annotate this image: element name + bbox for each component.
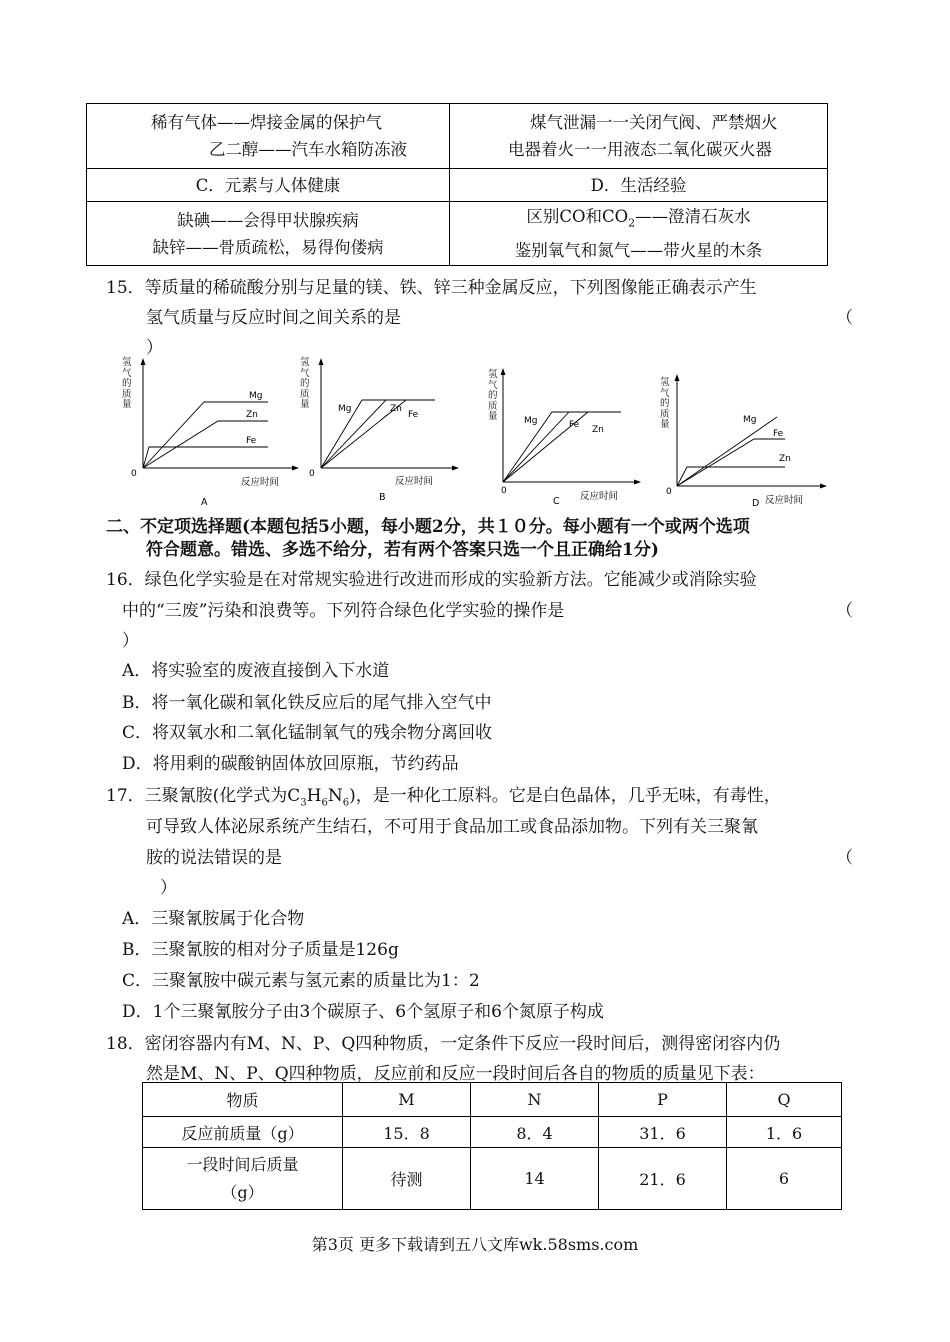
y-axis-char: 氢 [122,357,132,368]
graph-a [115,350,305,510]
graph-d-label: D [752,498,760,509]
y-axis-char: 量 [122,399,132,410]
q18-line2: 然是M、N、P、Q四种物质，反应前和反应一段时间后各自的物质的质量见下表： [146,1064,765,1084]
y-axis-char: 的 [122,378,132,389]
cell-text: 区别CO和CO [526,207,629,227]
zn-label: Zn [592,425,604,435]
q17-paren-close: ） [160,878,177,898]
q16-line1: 16．绿色化学实验是在对常规实验进行改进而形成的实验新方法。它能减少或消除实验 [106,570,757,590]
cell-line: 稀有气体——焊接金属的保护气 [151,113,382,132]
q17-line3: 胺的说法错误的是 [146,848,282,868]
q17-text: )，是一种化工原料。它是白色晶体，几乎无味，有毒性， [349,786,781,806]
graph-b-label: B [379,492,386,503]
cell-line: 缺锌——骨质疏松，易得佝偻病 [152,237,384,257]
table-header: P [599,1083,727,1117]
fe-label: Fe [408,410,419,420]
q17-option-c: C．三聚氰胺中碳元素与氢元素的质量比为1：2 [122,971,480,991]
cell-line: 一段时间后质量 [186,1154,299,1174]
table-header: 物质 [143,1083,343,1117]
q15-paren-open: （ [836,308,853,328]
fe-label: Fe [569,420,580,430]
y-axis-char: 的 [660,398,670,409]
graph-a-label: A [201,497,208,508]
table-header: M [343,1083,471,1117]
options-table [86,103,828,266]
origin-label: 0 [131,469,137,479]
table-header: Q [727,1083,842,1117]
y-axis-char: 量 [488,411,498,422]
q17-line1 [106,781,781,808]
q18-line1: 18．密闭容器内有M、N、P、Q四种物质，一定条件下反应一段时间后，测得密闭容内仍 [106,1034,781,1054]
mg-label: Mg [743,415,757,425]
table-cell: 待测 [343,1148,471,1210]
origin-label: 0 [666,487,672,497]
y-axis-char: 氢 [300,357,310,368]
formula-text: N [327,786,343,806]
fe-label: Fe [246,436,257,446]
section2-line1: 二、不定项选择题(本题包括5小题，每小题2分，共１０分。每小题有一个或两个选项 [106,517,750,537]
q17-option-b: B．三聚氰胺的相对分子质量是126g [122,940,399,960]
mg-label: Mg [338,404,352,414]
cell-text: ——澄清石灰水 [635,207,751,227]
subscript: 3 [300,797,307,809]
section2-line2: 符合题意。错选、多选不给分，若有两个答案只选一个且正确给1分) [146,540,659,560]
table-cell: 15．8 [343,1117,471,1148]
graph-d-y-label [660,378,671,431]
y-axis-char: 气 [660,387,670,399]
table-cell [87,202,450,266]
zn-label: Zn [779,454,791,464]
subscript: 2 [628,216,636,230]
q17-option-a: A．三聚氰胺属于化合物 [122,909,305,929]
y-axis-char: 量 [300,399,310,410]
graph-d [655,366,835,510]
y-axis-char: 的 [488,390,498,401]
graph-b [295,350,465,510]
mg-label: Mg [524,416,538,426]
graph-c-y-label [488,370,499,423]
q16-paren-open: （ [836,601,853,621]
zn-label: Zn [390,404,402,414]
graph-c-label: C [553,496,560,507]
table-header-c: C．元素与人体健康 [87,169,450,202]
x-axis-label: 反应时间 [765,495,804,506]
table-cell [143,1148,343,1210]
subscript: 6 [321,797,328,809]
y-axis-char: 氢 [488,369,498,380]
cell-line: 缺碘——会得甲状腺疾病 [177,210,359,230]
x-axis-label: 反应时间 [241,477,280,488]
q17-paren-open: （ [836,848,853,868]
cell-line [456,203,821,236]
q16-paren-close: ） [122,631,139,651]
y-axis-char: 质 [122,388,132,400]
q16-option-c: C．将双氧水和二氧化锰制氧气的残余物分离回收 [122,723,493,743]
graph-b-y-label [300,358,311,411]
q15-line1: 15．等质量的稀硫酸分别与足量的镁、铁、锌三种金属反应，下列图像能正确表示产生 [106,278,757,298]
table-header-d: D．生活经验 [450,169,828,202]
q17-option-d: D．1个三聚氰胺分子由3个碳原子、6个氢原子和6个氮原子构成 [122,1002,604,1022]
cell-line: 电器着火一一用液态二氧化碳灭火器 [508,140,772,159]
y-axis-char: 质 [300,388,310,400]
page-footer: 第3页 更多下载请到五八文库wk.58sms.com [311,1235,639,1254]
cell-line: 鉴别氧气和氮气——带火星的木条 [514,240,763,260]
q16-option-d: D．将用剩的碳酸钠固体放回原瓶，节约药品 [122,754,459,774]
origin-label: 0 [501,486,507,496]
table-cell [450,104,828,169]
q16-option-b: B．将一氧化碳和氧化铁反应后的尾气排入空气中 [122,693,492,713]
origin-label: 0 [309,469,315,479]
table-cell: 21．6 [599,1148,727,1210]
table-cell: 31．6 [599,1117,727,1148]
table-cell: 1．6 [727,1117,842,1148]
table-cell: 8．4 [471,1117,599,1148]
y-axis-char: 质 [488,400,498,412]
fe-label: Fe [773,429,784,439]
cell-line: （g） [221,1182,264,1202]
y-axis-char: 质 [660,408,670,420]
x-axis-label: 反应时间 [580,491,619,502]
y-axis-char: 气 [300,367,310,379]
q17-text: 17．三聚氰胺(化学式为C [106,786,301,806]
table-cell: 14 [471,1148,599,1210]
subscript: 6 [342,797,350,809]
table-cell: 反应前质量（g） [143,1117,343,1148]
table-cell [87,104,450,169]
x-axis-label: 反应时间 [395,476,434,487]
graph-c [487,360,657,510]
q15-line2: 氢气质量与反应时间之间关系的是 [146,308,401,328]
y-axis-char: 气 [488,379,498,391]
q16-line2: 中的“三废”污染和浪费等。下列符合绿色化学实验的操作是 [122,601,565,621]
formula-text: H [306,786,322,806]
y-axis-char: 气 [122,367,132,379]
table-cell [450,202,828,266]
y-axis-char: 氢 [660,377,670,388]
mg-label: Mg [249,391,263,401]
cell-line: 煤气泄漏一一关闭气阀、严禁烟火 [530,113,778,132]
table-cell: 6 [727,1148,842,1210]
q15-paren-close: ） [146,338,163,358]
q17-line2: 可导致人体泌尿系统产生结石，不可用于食品加工或食品添加物。下列有关三聚氰 [146,817,758,837]
y-axis-char: 量 [660,419,670,430]
q16-option-a: A．将实验室的废液直接倒入下水道 [122,661,390,681]
y-axis-char: 的 [300,378,310,389]
table-header: N [471,1083,599,1117]
mass-table [142,1082,842,1210]
cell-line: 乙二醇——汽车水箱防冻液 [209,140,407,159]
graph-a-y-label [122,358,133,411]
zn-label: Zn [246,410,258,420]
